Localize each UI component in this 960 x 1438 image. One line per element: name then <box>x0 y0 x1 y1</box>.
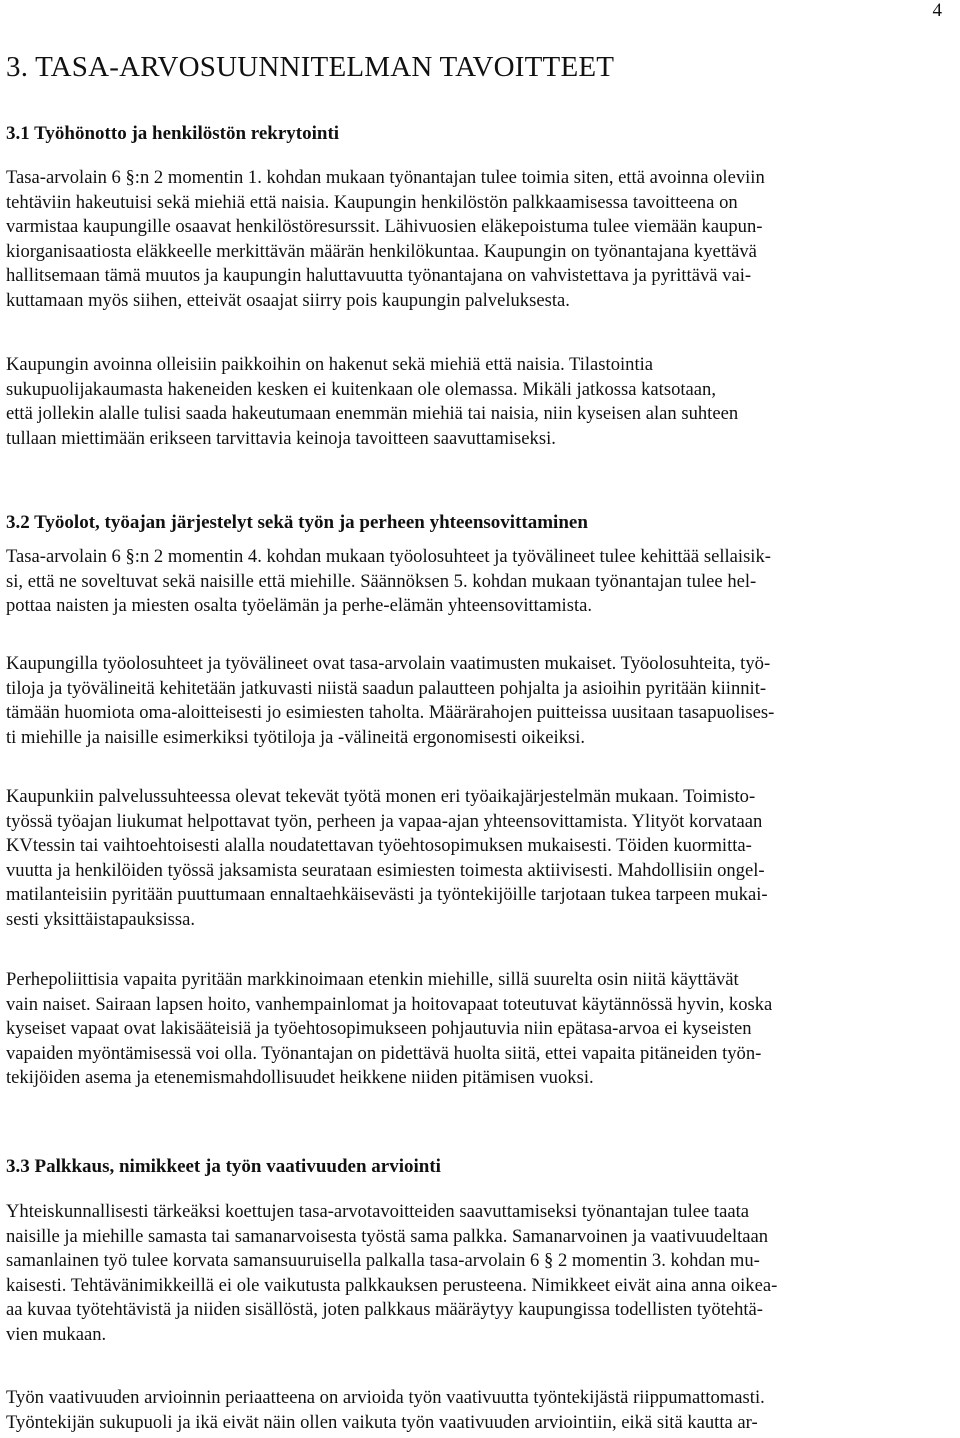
text-line: Yhteiskunnallisesti tärkeäksi koettujen tasa-arvotavoitteiden saavuttamiseksi työnantajan tulee taata <box>6 1201 749 1222</box>
text-line: Tasa-arvolain 6 §:n 2 momentin 1. kohdan mukaan työnantajan tulee toimia siten, että avoinna oleviin <box>6 167 765 188</box>
text-line: varmistaa kaupungille osaavat henkilöstöresurssit. Lähivuosien eläkepoistuma tulee viemään kaupun- <box>6 216 763 237</box>
section-3-2-heading-block <box>6 511 954 535</box>
paragraph <box>6 1200 954 1347</box>
text-line: kiorganisaatiosta eläkkeelle merkittävän määrän henkilökuntaa. Kaupungin on työnantajana kyettävä <box>6 240 757 262</box>
text-line: että jollekin alalle tulisi saada hakeutumaan enemmän miehiä tai naisia, niin kyseisen alan suhteen <box>6 403 739 424</box>
text-line: Työntekijän sukupuoli ja ikä eivät näin ollen vaikuta työn vaativuuden arviointiin, eikä sitä kautta ar- <box>6 1411 758 1433</box>
text-line: kaisesti. Tehtävänimikkeillä ei ole vaikutusta palkkauksen perusteena. Nimikkeet eivät aina anna oikea- <box>6 1274 778 1296</box>
text-line: kuttamaan myös siihen, etteivät osaajat siirry pois kaupungin palveluksesta. <box>6 289 570 311</box>
text-line: tullaan miettimään erikseen tarvittavia keinoja tavoitteen saavuttamiseksi. <box>6 427 556 449</box>
text-line: Kaupungilla työolosuhteet ja työvälineet ovat tasa-arvolain vaatimusten mukaiset. Työolosuhteita, työ- <box>6 653 771 674</box>
paragraph <box>6 785 954 932</box>
section-3-1-heading-block <box>6 122 954 146</box>
text-line: vapaiden myöntämisessä voi olla. Työnantajan on pidettävä huolta siitä, ettei vapaita pitäneiden työn- <box>6 1042 762 1064</box>
text-line: vien mukaan. <box>6 1323 107 1345</box>
section-3-2-paragraph-1 <box>6 545 954 619</box>
text-line: tekijöiden asema ja etenemismahdollisuudet heikkene niiden pitämisen vuoksi. <box>6 1067 594 1088</box>
paragraph <box>6 545 954 619</box>
section-heading: 3.1 Työhönotto ja henkilöstön rekrytointi <box>6 123 340 144</box>
text-line: Kaupungin avoinna olleisiin paikkoihin on hakenut sekä miehiä että naisia. Tilastointia <box>6 354 654 375</box>
section-3-2-paragraph-4 <box>6 968 954 1091</box>
text-line: tehtäviin hakeutuisi sekä miehiä että naisia. Kaupungin henkilöstön palkkaamisessa tavoitteena on <box>6 191 738 213</box>
text-line: Työn vaativuuden arvioinnin periaatteena on arvioida työn vaativuutta työntekijästä riippumattomasti. <box>6 1387 765 1408</box>
text-line: Kaupunkiin palvelussuhteessa olevat tekevät työtä monen eri työaikajärjestelmän mukaan. Toimisto- <box>6 786 756 807</box>
text-line: KVtessin tai vaihtoehtoisesti alalla noudatettavan työehtosopimuksen mukaisesti. Töiden kuormitta- <box>6 835 752 856</box>
page-number: 4 <box>932 0 942 21</box>
paragraph <box>6 166 954 313</box>
text-line: si, että ne soveltuvat sekä naisille että miehille. Säännöksen 5. kohdan mukaan työnantajan tulee hel- <box>6 570 757 592</box>
section-3-3-paragraph-1 <box>6 1200 954 1347</box>
section-3-3-heading-block <box>6 1155 954 1179</box>
text-line: Perhepoliittisia vapaita pyritään markkinoimaan etenkin miehille, sillä suurelta osin niitä käyttävät <box>6 969 739 990</box>
text-line: aa kuvaa työtehtävistä ja niiden sisällöstä, joten palkkaus määräytyy kaupungissa todellisten työtehtä- <box>6 1299 763 1320</box>
section-3-1-paragraph-1 <box>6 166 954 313</box>
text-line: naisille ja miehille samasta tai samanarvoisesta työstä sama palkka. Samanarvoinen ja vaativuudeltaan <box>6 1225 769 1247</box>
paragraph <box>6 968 954 1091</box>
section-3-3-paragraph-2 <box>6 1386 954 1435</box>
text-line: pottaa naisten ja miesten osalta työelämän ja perhe-elämän yhteensovittamista. <box>6 595 593 616</box>
text-line: vuutta ja henkilöiden työssä jaksamista seurataan esimiesten toimesta aktiivisesti. Mahdollisiin ongel- <box>6 859 765 881</box>
paragraph <box>6 1386 954 1435</box>
text-line: hallitsemaan tämä muutos ja kaupungin haluttavuutta työnantajana on vahvistettava ja pyrittävä vai- <box>6 265 752 286</box>
text-line: sesti yksittäistapauksissa. <box>6 908 196 930</box>
text-line: työssä työajan liukumat helpottavat työn, perheen ja vapaa-ajan yhteensovittamista. Ylityöt korvataan <box>6 810 763 832</box>
paragraph <box>6 652 954 750</box>
text-line: tämään huomiota oma-aloitteisesti jo esimiesten taholta. Määrärahojen puitteissa uusitaan tasapuolises- <box>6 702 775 723</box>
text-line: sukupuolijakaumasta hakeneiden kesken ei kuitenkaan ole olemassa. Mikäli jatkossa katsotaan, <box>6 378 716 400</box>
text-line: ti miehille ja naisille esimerkiksi työtiloja ja -välineitä ergonomisesti oikeiksi. <box>6 726 586 748</box>
section-3-2-paragraph-3 <box>6 785 954 932</box>
text-line: samanlainen työ tulee korvata samansuuruisella palkalla tasa-arvolain 6 § 2 momentin 3. kohdan mu- <box>6 1250 760 1271</box>
section-heading: 3.3 Palkkaus, nimikkeet ja työn vaativuuden arviointi <box>6 1156 441 1177</box>
section-3-1-paragraph-2 <box>6 353 954 451</box>
section-3-2-paragraph-2 <box>6 652 954 750</box>
section-heading: 3.2 Työolot, työajan järjestelyt sekä työn ja perheen yhteensovittaminen <box>6 512 588 533</box>
text-line: Tasa-arvolain 6 §:n 2 momentin 4. kohdan mukaan työolosuhteet ja työvälineet tulee kehittää sellaisik- <box>6 546 771 567</box>
text-line: kyseiset vapaat ovat lakisääteisiä ja työehtosopimukseen pohjautuvia niin epätasa-arvoa ei kyseisten <box>6 1018 752 1039</box>
paragraph <box>6 353 954 451</box>
document-title: 3. TASA-ARVOSUUNNITELMAN TAVOITTEET <box>6 51 615 83</box>
text-line: vain naiset. Sairaan lapsen hoito, vanhempainlomat ja hoitovapaat toteutuvat käytännössä hyvin, koska <box>6 993 773 1015</box>
text-line: matilanteisiin pyritään puuttumaan ennaltaehkäisevästi ja työntekijöille tarjotaan tukea tarpeen mukai- <box>6 884 768 905</box>
text-line: tiloja ja työvälineitä kehitetään jatkuvasti niistä saadun palautteen pohjalta ja asioihin pyritään kiinnit- <box>6 677 767 699</box>
